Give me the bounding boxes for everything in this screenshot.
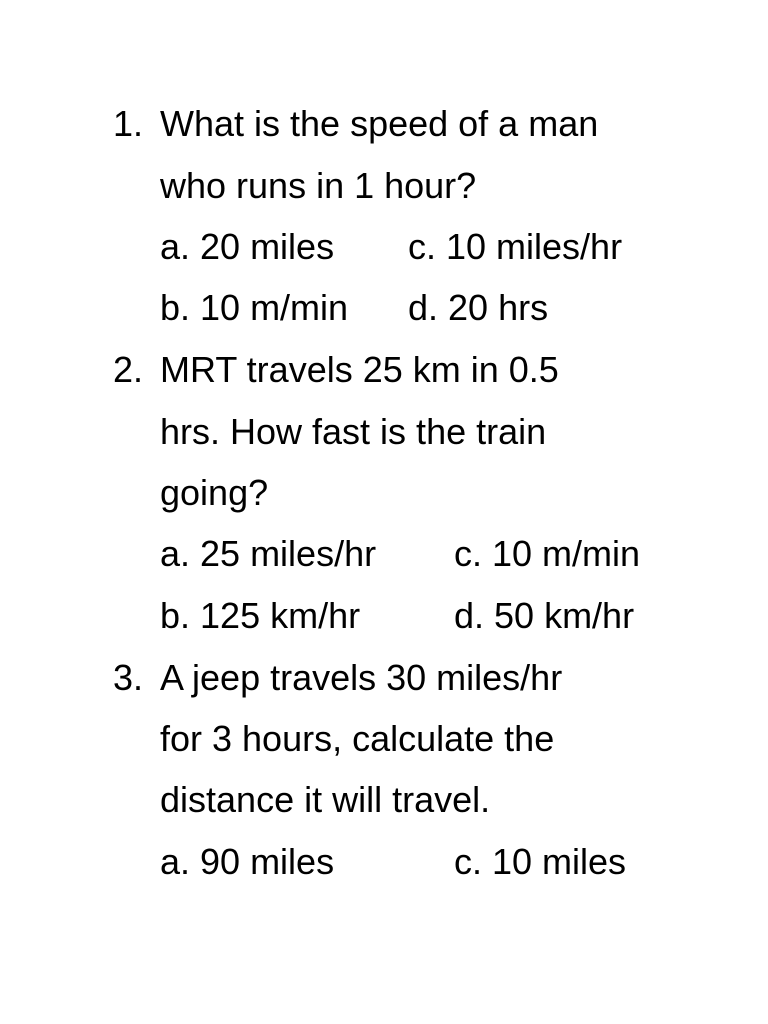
choice-c: c. 10 miles bbox=[454, 841, 627, 882]
choice-c: c. 10 miles/hr bbox=[408, 226, 623, 267]
question-number: 3. bbox=[113, 657, 144, 698]
choice-d: d. 20 hrs bbox=[408, 287, 549, 328]
choice-b: b. 10 m/min bbox=[160, 287, 349, 328]
choice-a: a. 25 miles/hr bbox=[160, 533, 377, 574]
question-stem-line: going? bbox=[160, 472, 269, 513]
question-stem-line: for 3 hours, calculate the bbox=[160, 718, 555, 759]
question-number: 2. bbox=[113, 349, 144, 390]
choice-a: a. 90 miles bbox=[160, 841, 335, 882]
question-stem-line: What is the speed of a man bbox=[160, 103, 599, 144]
question-stem-line: who runs in 1 hour? bbox=[160, 165, 477, 206]
choice-b: b. 125 km/hr bbox=[160, 595, 361, 636]
choice-a: a. 20 miles bbox=[160, 226, 335, 267]
choice-d: d. 50 km/hr bbox=[454, 595, 635, 636]
question-stem-line: A jeep travels 30 miles/hr bbox=[160, 657, 563, 698]
question-stem-line: hrs. How fast is the train bbox=[160, 411, 547, 452]
choice-c: c. 10 m/min bbox=[454, 533, 641, 574]
question-stem-line: MRT travels 25 km in 0.5 bbox=[160, 349, 559, 390]
question-number: 1. bbox=[113, 103, 144, 144]
question-stem-line: distance it will travel. bbox=[160, 779, 491, 820]
